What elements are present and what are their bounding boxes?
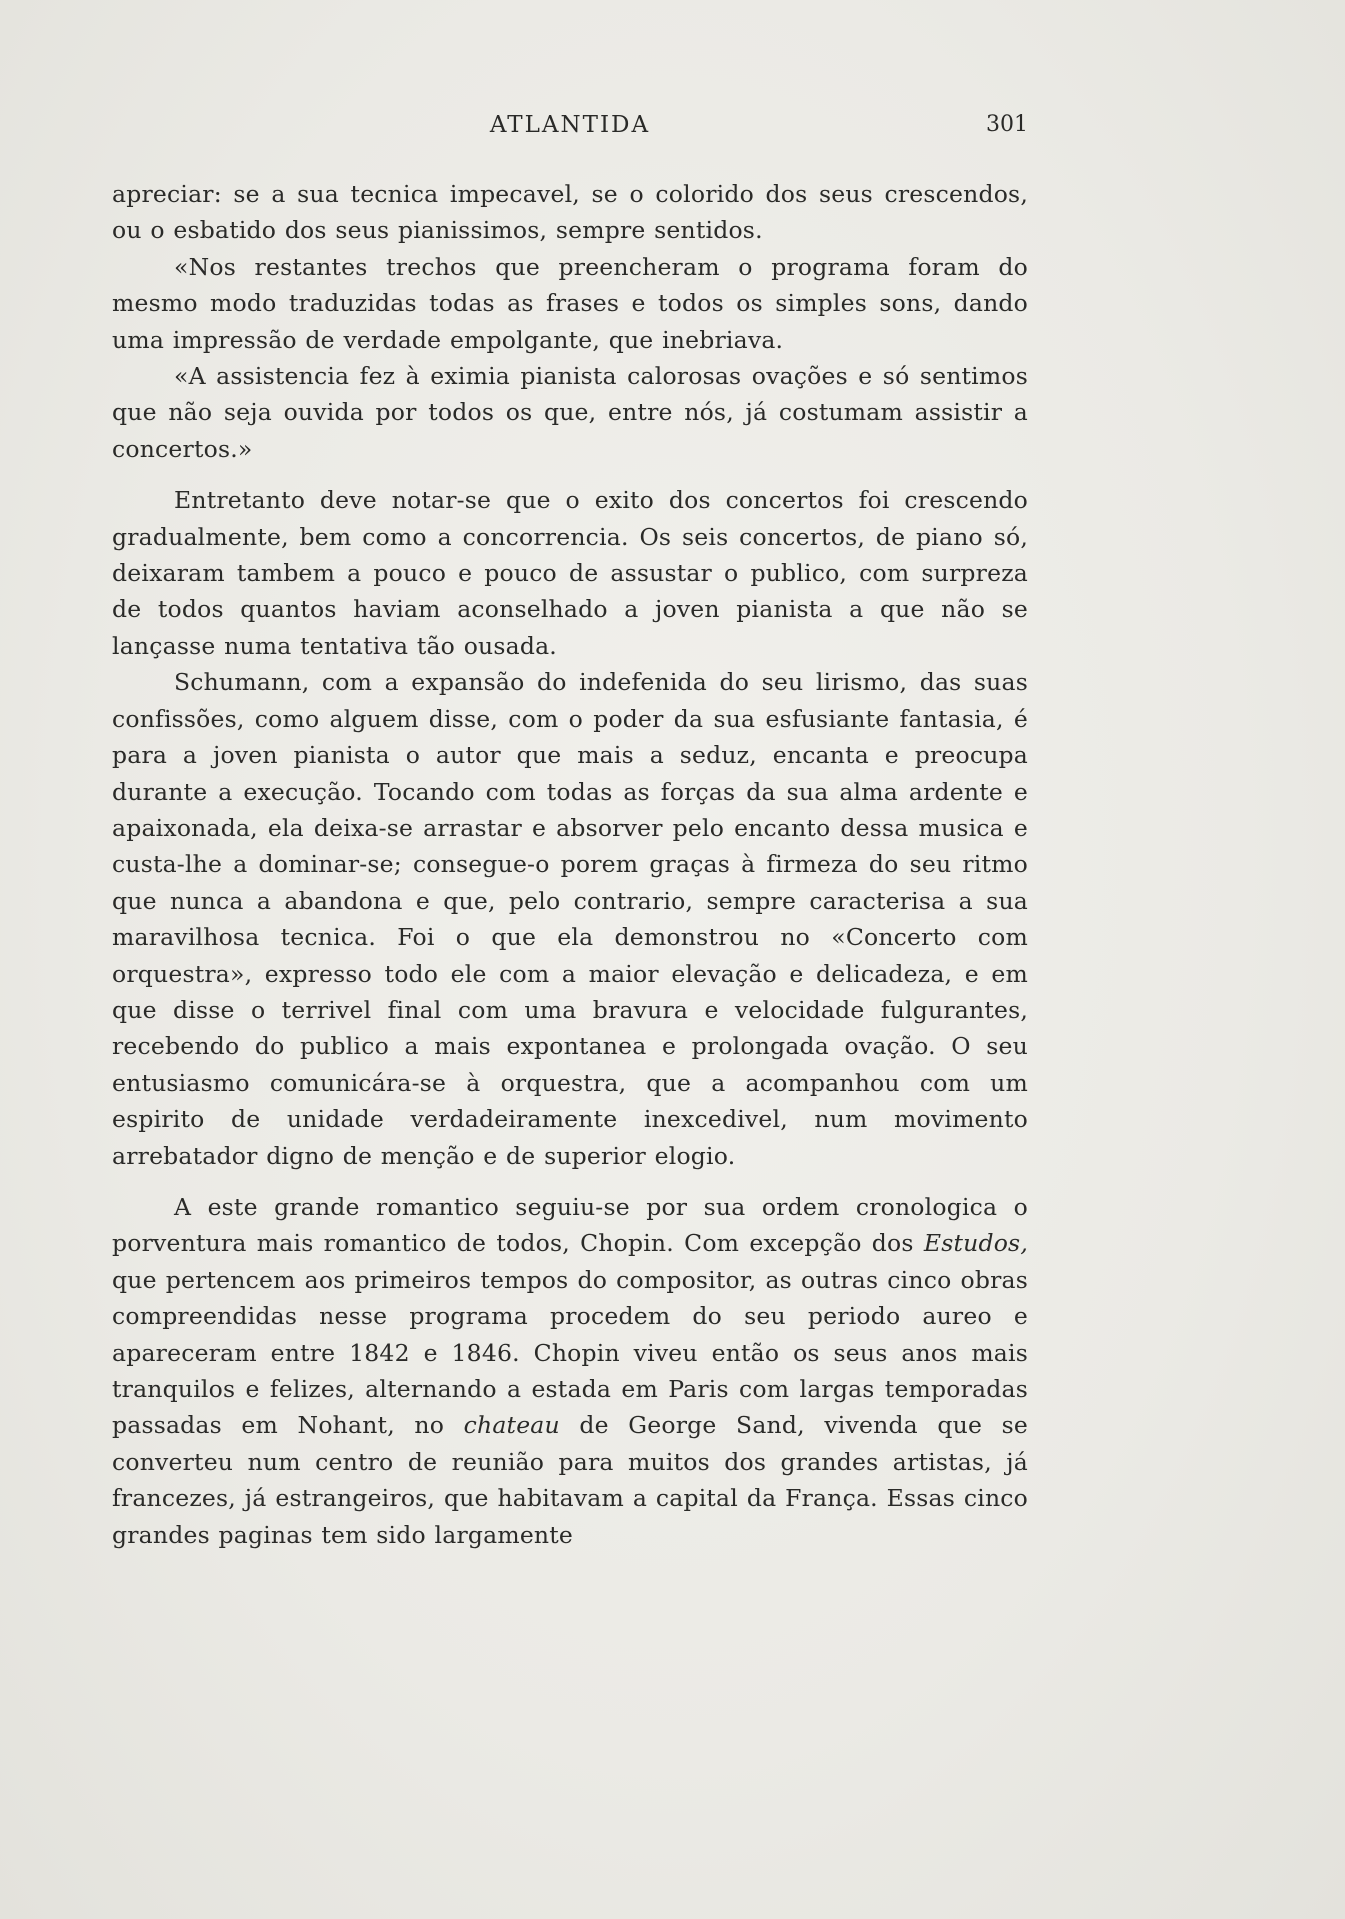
page-number: 301: [986, 112, 1028, 137]
body-text: [112, 176, 1028, 1553]
paragraph-6-part-c: de George Sand, vivenda que se converteu num centro de reunião para muitos dos grandes artistas, já francezes, já estrangeiros, que habitavam a capital da França. Essas cinco grandes paginas tem sido largamente: [112, 1411, 1029, 1549]
running-title: ATLANTIDA: [489, 112, 651, 138]
paragraph-1: apreciar: se a sua tecnica impecavel, se o colorido dos seus crescendos, ou o esbatido dos seus pianissimos, sempre sentidos.: [112, 180, 1028, 245]
paragraph-3: «A assistencia fez à eximia pianista calorosas ovações e só sentimos que não seja ouvida por todos os que, entre nós, já costumam assistir a concertos.»: [112, 362, 1028, 463]
paragraph-6-part-b: que pertencem aos primeiros tempos do compositor, as outras cinco obras compreendidas nesse programa procedem do seu periodo aureo e apareceram entre 1842 e 1846. Chopin viveu então os seus anos mais tranquilos e felizes, alternando a estada em Paris com largas temporadas passadas em Nohant, no: [112, 1265, 1028, 1440]
paragraph-4: Entretanto deve notar-se que o exito dos concertos foi crescendo gradualmente, bem como a concorrencia. Os seis concertos, de piano só, deixaram tambem a pouco e pouco de assustar o publico, com surpreza de todos quantos haviam aconselhado a joven pianista a que não se lançasse numa tentativa tão ousada.: [112, 486, 1028, 660]
paragraph-5: Schumann, com a expansão do indefenida do seu lirismo, das suas confissões, como alguem disse, com o poder da sua esfusiante fantasia, é para a joven pianista o autor que mais a seduz, encanta e preocupa durante a execução. Tocando com todas as forças da sua alma ardente e apaixonada, ela deixa-se arrastar e absorver pelo encanto dessa musica e custa-lhe a dominar-se; consegue-o porem graças à firmeza do seu ritmo que nunca a abandona e que, pelo contrario, sempre caracterisa a sua maravilhosa tecnica. Foi o que ela demonstrou no «Concerto com orquestra», expresso todo ele com a maior elevação e delicadeza, e em que disse o terrivel final com uma bravura e velocidade fulgurantes, recebendo do publico a mais expontanea e prolongada ovação. O seu entusiasmo comunicára-se à orquestra, que a acompanhou com um espirito de unidade verdadeiramente inexcedivel, num movimento arrebatador digno de menção e de superior elogio.: [112, 668, 1028, 1170]
paragraph-2: «Nos restantes trechos que preencheram o programa foram do mesmo modo traduzidas todas as frases e todos os simples sons, dando uma impressão de verdade empolgante, que inebriava.: [112, 252, 1028, 354]
italic-chateau: chateau: [463, 1411, 560, 1440]
paragraph-6: [112, 1189, 1028, 1553]
running-head: [112, 110, 1028, 140]
italic-estudos: Estudos,: [923, 1229, 1028, 1258]
paragraph-6-part-a: A este grande romantico seguiu-se por sua ordem cronologica o porventura mais romantico de todos, Chopin. Com excepção dos: [112, 1192, 1028, 1258]
